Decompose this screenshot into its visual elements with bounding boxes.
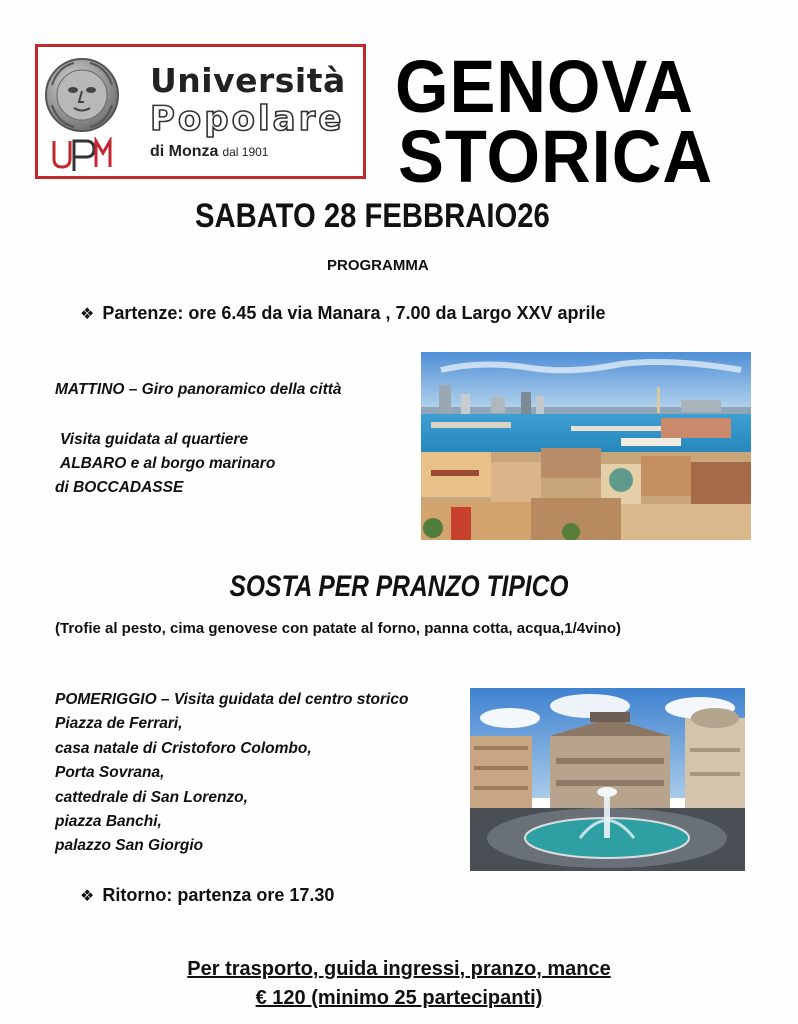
logo-line-popolare: Popolare: [150, 99, 345, 139]
menu-description: (Trofie al pesto, cima genovese con patate al forno, panna cotta, acqua,1/4vino): [55, 620, 621, 637]
footer-price: [0, 987, 798, 1010]
diamond-bullet-icon: ❖: [80, 888, 95, 905]
logo-line-monza: [150, 143, 268, 161]
mattino-line: ALBARO e al borgo marinaro: [60, 455, 276, 472]
upm-mark-icon: [52, 137, 112, 171]
pomeriggio-stop: cattedrale di San Lorenzo,: [55, 788, 248, 806]
face-coin-icon: [44, 57, 120, 133]
mattino-heading: MATTINO – Giro panoramico della città: [55, 381, 342, 398]
footer-includes-text: Per trasporto, guida ingressi, pranzo, mance: [187, 958, 611, 980]
pomeriggio-stop: palazzo San Giorgio: [55, 837, 204, 855]
logo-since-text: dal 1901: [222, 145, 269, 159]
mattino-line: di BOCCADASSE: [55, 479, 184, 496]
event-date: SABATO 28 FEBBRAIO26: [195, 197, 550, 235]
logo-monza-text: di Monza: [150, 143, 219, 160]
piazza-de-ferrari-photo: [470, 688, 745, 871]
pomeriggio-section: [55, 688, 408, 859]
title-line-2: STORICA: [398, 115, 713, 198]
pomeriggio-stop: Piazza de Ferrari,: [55, 715, 183, 733]
mattino-details: [55, 428, 275, 500]
pomeriggio-stop: Porta Sovrana,: [55, 764, 165, 782]
title-line-1: GENOVA: [395, 45, 694, 128]
upm-logo: [35, 44, 366, 179]
ritorno-line: [80, 885, 334, 906]
footer-includes: [0, 958, 798, 981]
logo-line-universita: Università: [150, 61, 346, 100]
pomeriggio-stop: piazza Banchi,: [55, 813, 162, 831]
programma-heading: PROGRAMMA: [327, 257, 429, 274]
genova-harbour-photo: [421, 352, 751, 540]
pomeriggio-stop: casa natale di Cristoforo Colombo,: [55, 739, 312, 757]
partenze-line: [80, 303, 606, 324]
mattino-line: Visita guidata al quartiere: [60, 431, 249, 448]
ritorno-text: Ritorno: partenza ore 17.30: [102, 885, 335, 905]
diamond-bullet-icon: ❖: [80, 306, 95, 323]
sosta-heading: SOSTA PER PRANZO TIPICO: [229, 570, 569, 603]
partenze-text: Partenze: ore 6.45 da via Manara , 7.00 da Largo XXV aprile: [102, 303, 606, 323]
pomeriggio-heading: POMERIGGIO – Visita guidata del centro storico: [55, 691, 409, 708]
footer-price-text: € 120 (minimo 25 partecipanti): [255, 987, 543, 1009]
